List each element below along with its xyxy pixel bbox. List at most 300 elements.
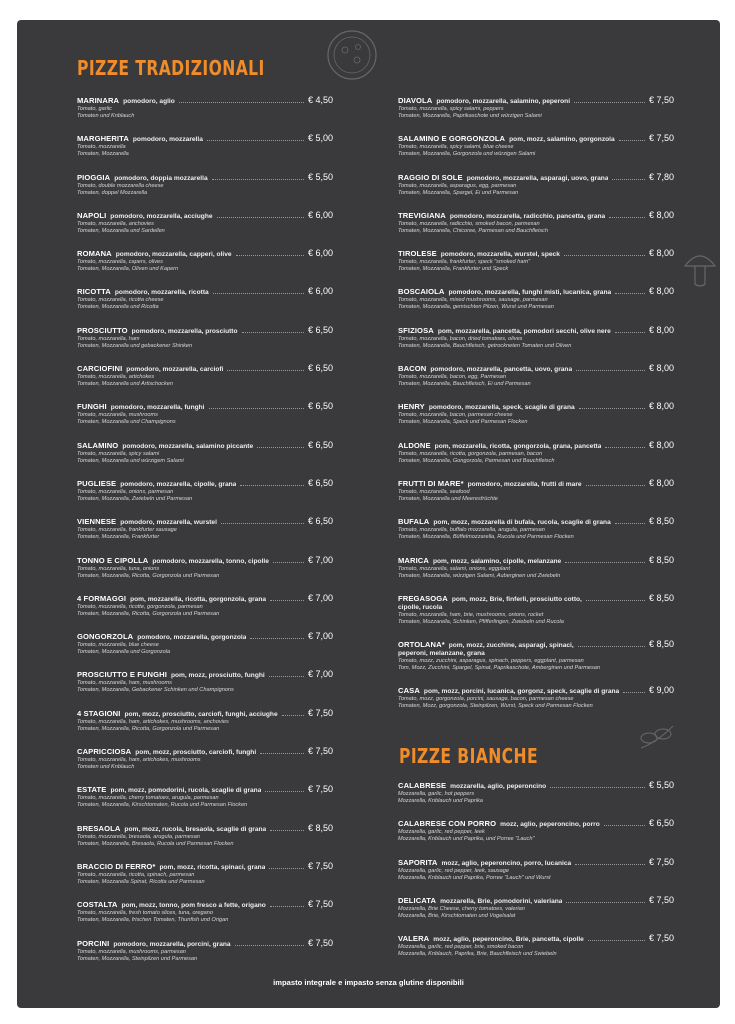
pizza-ingredients: pomodoro, mozzarella, ricotta <box>114 289 209 297</box>
pizza-name: RAGGIO DI SOLE <box>398 172 463 182</box>
menu-item-line <box>77 96 333 106</box>
pizza-price: € 7,50 <box>648 96 674 105</box>
menu-item <box>77 287 333 325</box>
menu-item-line <box>398 819 674 829</box>
menu-item <box>398 173 674 211</box>
dot-leader <box>270 906 304 907</box>
english-description: Tomato, mozzarella, radicchio, smoked bacon, parmesan <box>398 220 540 227</box>
pizza-name: PROSCIUTTO <box>77 325 128 335</box>
pizza-price: € 7,50 <box>307 747 333 757</box>
menu-item <box>398 517 674 555</box>
pizza-price: € 6,50 <box>307 478 333 488</box>
pizza-name: PUGLIESE <box>77 478 117 488</box>
olive-illustration-icon <box>637 722 677 752</box>
dot-leader <box>574 102 645 103</box>
menu-item-line <box>77 632 333 642</box>
pizza-name: RICOTTA <box>77 287 111 297</box>
menu-item <box>77 441 333 479</box>
pizza-ingredients: pomodoro, mozzarella, cipolle, grana <box>120 480 237 488</box>
pizza-ingredients: pomodoro, mozzarella, capperi, olive <box>115 251 232 259</box>
dot-leader <box>612 179 644 180</box>
menu-item <box>77 824 333 862</box>
english-description: Tomato, mozzarella, asparagus, egg, parmesan <box>398 182 517 189</box>
menu-item-line <box>398 934 674 944</box>
german-description: Tomaten, Mozzarella, Bresaola, Rucola und Parmesan Flocken <box>77 840 234 847</box>
menu-item-line <box>398 364 674 374</box>
german-description: Tomaten, Mozzarella, Gebackener Schinken und Champignons <box>77 687 234 694</box>
english-description: Tomato, double mozzarella cheese <box>77 182 164 189</box>
dot-leader <box>623 692 645 693</box>
pizza-price: € 6,50 <box>307 364 333 374</box>
pizza-ingredients: pomodoro, mozzarella, carciofi <box>126 366 224 374</box>
german-description: Tomaten, Mozzarella, Speck und Parmesan Flocken <box>398 419 528 426</box>
pizza-price: € 6,50 <box>648 819 674 829</box>
english-description: Tomato, mozzarella, anchovies <box>77 220 154 227</box>
pizza-price: € 7,50 <box>648 934 674 944</box>
dot-leader <box>282 715 304 716</box>
menu-item <box>77 326 333 364</box>
english-description: Tomato, mozzarella, capers, olives <box>77 259 163 266</box>
pizza-name: ESTATE <box>77 785 107 795</box>
dot-leader <box>619 140 645 141</box>
menu-item-line <box>398 134 674 144</box>
german-description: Tomaten, Mozzarella, Paprikaschote und würzigen Salami <box>398 113 542 119</box>
pizza-ingredients: pom, mozz, zucchine, asparagi, spinaci, <box>448 641 574 649</box>
dot-leader <box>566 902 645 903</box>
pizza-ingredients: mozzarella, Brie, pomodorini, valeriana <box>440 897 563 905</box>
menu-item-line <box>398 858 674 868</box>
dot-leader <box>265 791 304 792</box>
dot-leader <box>604 825 645 826</box>
dot-leader <box>270 830 304 831</box>
german-description: Tomaten, Mozzarella Spinat, Ricotta und Parmesan <box>77 878 205 885</box>
pizza-name: GONGORZOLA <box>77 632 134 642</box>
english-description: Tomato, mozzarella, mushrooms <box>77 412 158 419</box>
menu-item <box>398 934 674 972</box>
pizza-name: CALABRESE <box>398 781 447 790</box>
menu-item-line <box>77 249 333 259</box>
english-description: Tomato, mozzarella, ricotta, spinach, parmesan <box>77 871 195 878</box>
menu-item <box>77 517 333 555</box>
menu-item-line <box>398 556 674 566</box>
german-description: Tomaten, Mozzarella, Schinken, Pfifferlingen, Zwiebeln und Rucola <box>398 618 564 625</box>
menu-item <box>398 211 674 249</box>
dot-leader <box>565 562 645 563</box>
pizza-ingredients: pomodoro, mozzarella, wurstel, speck <box>440 251 560 259</box>
english-description: Tomato, mozzarella, mushrooms, parmesan <box>77 948 186 955</box>
pizza-ingredients-continued: peperoni, melanzane, grana <box>398 649 485 657</box>
pizza-name: ALDONE <box>398 440 431 450</box>
pizza-ingredients: pom, mozz, salamino, gorgonzola <box>509 136 615 144</box>
pizza-name: SAPORITA <box>398 857 438 867</box>
pizza-name: TONNO E CIPOLLA <box>77 555 149 565</box>
english-description: Tomato, mozzarella, ham, mushrooms <box>77 680 172 687</box>
pizza-ingredients: pomodoro, mozzarella, salamino, peperoni <box>436 98 571 105</box>
english-description: Mozzarella, Brie Cheese, cherry tomatoes, valerian <box>398 905 525 912</box>
pizza-price: € 6,50 <box>307 440 333 450</box>
german-description: Tomaten, Mozzarella, Kirschtomaten, Rucola und Parmesan Flocken <box>77 802 248 809</box>
english-description: Tomato, mozzarella, bresaola, arugula, parmesan <box>77 833 200 840</box>
german-description: Tomaten, Mozzarella und Meeresfrüchte <box>398 495 498 502</box>
dot-leader <box>212 179 304 180</box>
pizza-ingredients: pom, mozz, pomodorini, rucola, scaglie di grana <box>110 787 262 795</box>
menu-item <box>77 211 333 249</box>
pizza-ingredients: pomodoro, mozzarella, funghi misti, lucanica, grana <box>448 289 612 297</box>
menu-item <box>398 364 674 402</box>
menu-item <box>77 785 333 823</box>
pizza-price: € 7,50 <box>307 861 333 871</box>
pizza-price: € 8,00 <box>648 287 674 297</box>
pizza-name: CALABRESE CON PORRO <box>398 819 497 829</box>
menu-item <box>398 134 674 172</box>
pizza-name: ORTOLANA* <box>398 639 445 649</box>
menu-item-line <box>77 441 333 451</box>
english-description: Tomato, mozzarella, fresh tomato slices, tuna, oregano <box>77 910 213 917</box>
english-description: Tomato, mozzarella, ham <box>77 335 140 342</box>
menu-item-line <box>77 134 333 144</box>
dot-leader <box>576 370 645 371</box>
menu-item-line <box>398 640 674 650</box>
german-description: Tomaten, Mozzarella, Ricotta, Gorgonzola und Parmesan <box>77 572 220 579</box>
pizza-price: € 6,00 <box>307 210 333 220</box>
menu-item <box>77 173 333 211</box>
menu-item <box>77 364 333 402</box>
german-description: Tomaten, Mozzarella, Büffelmozzarella, Rucola und Parmesan Flocken <box>398 534 574 541</box>
pizza-ingredients: pom, mozz, rucola, bresaola, scaglie di grana <box>124 825 267 833</box>
german-description: Mozzarella, Knblauch und Paprika <box>398 798 483 804</box>
menu-item <box>398 441 674 479</box>
pizza-name: HENRY <box>398 402 425 412</box>
english-description: Tomato, mozzarella, frankfurter sausage <box>77 527 177 534</box>
dot-leader <box>273 562 304 563</box>
menu-item-line <box>77 824 333 834</box>
menu-page <box>17 20 720 1008</box>
english-description: Tomato, mozz, gorgonzola, porcini, sausage, bacon, parmesan cheese <box>398 695 574 702</box>
dot-leader <box>260 753 304 754</box>
menu-item-line <box>77 594 333 604</box>
pizza-illustration-icon <box>323 26 381 84</box>
pizza-name: MARICA <box>398 555 429 565</box>
english-description: Tomato, mozzarella, frankfurter, speck "smoked ham" <box>398 259 531 266</box>
pizza-ingredients: pom, mozz, prosciutto, funghi <box>170 672 265 680</box>
menu-column-left <box>77 96 333 977</box>
german-description: Mozzarella, Knblauch und Paprika, Porree "Lauch" und Wurst <box>398 874 551 881</box>
menu-item-line <box>77 747 333 757</box>
pizza-price: € 7,50 <box>307 785 333 795</box>
menu-item <box>398 96 674 134</box>
menu-item <box>398 819 674 857</box>
german-description: Tomaten, Mozz, gorgonzola, Steinpilzen, Wurst, Speck und Parmesan Flocken <box>398 702 593 709</box>
menu-item <box>77 556 333 594</box>
dot-leader <box>179 102 304 103</box>
menu-item-line <box>77 939 333 949</box>
dot-leader <box>250 638 304 639</box>
pizza-ingredients-continued: cipolle, rucola <box>398 603 443 611</box>
german-description: Tomaten, Mozzarella, Zwiebeln und Parmesan <box>77 495 193 502</box>
german-description: Tomaten, Mozzarella, gemischten Pilzen, Wurst und Parmesan <box>398 304 554 311</box>
menu-item <box>398 402 674 440</box>
german-description: Tomaten, Mozzarella und Gorgonzola <box>77 649 171 656</box>
german-description: Tomaten, Mozzarella, Gorgonzola und würzigen Salami <box>398 151 536 158</box>
pizza-ingredients: pom, mozz, Brie, finferli, prosciutto cotto, <box>451 595 582 603</box>
german-description: Tomaten, Mozzarella, Gongorzola, Parmesan und Bauchfleisch <box>398 457 555 464</box>
pizza-name: MARGHERITA <box>77 134 129 144</box>
menu-item-line <box>398 686 674 696</box>
menu-item-line <box>398 781 674 791</box>
menu-item-line <box>77 709 333 719</box>
dot-leader <box>564 255 645 256</box>
menu-item-line <box>398 479 674 489</box>
english-description: Tomato, mozzarella <box>77 144 126 151</box>
english-description: Mozzarella, garlic, red pepper, leek <box>398 829 485 836</box>
menu-item <box>77 747 333 785</box>
german-description: Tomaten und Knblauch <box>77 113 135 119</box>
german-description: Tomaten, Mozzarella, Frankfurter <box>77 534 160 541</box>
menu-item-line <box>77 326 333 336</box>
pizza-price: € 7,00 <box>307 632 333 642</box>
german-description: Tomaten, Mozzarella und würzigem Salami <box>77 457 184 464</box>
pizza-price: € 6,00 <box>307 287 333 297</box>
pizza-price: € 7,50 <box>648 895 674 905</box>
menu-item <box>77 900 333 938</box>
pizza-price: € 8,00 <box>648 210 674 220</box>
english-description: Tomato, mozzarella, tuna, onions <box>77 565 160 572</box>
pizza-name: SALAMINO E GORGONZOLA <box>398 134 506 144</box>
menu-item <box>77 862 333 900</box>
english-description: Tomato, mozzarella, spicy salami, peppers <box>398 106 504 112</box>
pizza-ingredients: pom, mozz, ricotta, spinaci, grana <box>159 863 266 871</box>
dot-leader <box>235 945 304 946</box>
menu-item <box>77 709 333 747</box>
pizza-ingredients: pomodoro, mozzarella, acciughe <box>110 212 213 220</box>
pizza-price: € 5,50 <box>307 172 333 182</box>
dot-leader <box>221 523 304 524</box>
menu-item <box>77 670 333 708</box>
dot-leader <box>615 523 645 524</box>
menu-item-line <box>77 785 333 795</box>
english-description: Tomato, mozzarella, bacon, dried tomatoes, olives <box>398 335 523 342</box>
dot-leader <box>269 868 304 869</box>
pizza-price: € 7,50 <box>307 708 333 718</box>
pizza-ingredients: pom, mozz, tonno, pom fresco a fette, origano <box>121 902 266 910</box>
menu-item-line <box>77 173 333 183</box>
german-description: Tomaten, Mozzarella, Ricotta, Gorgonzola und Parmesan <box>77 725 220 732</box>
menu-item-line <box>398 96 674 106</box>
menu-item-line <box>398 517 674 527</box>
pizza-ingredients: pomodoro, mozzarella, pancetta, uovo, grana <box>430 366 573 374</box>
pizza-ingredients: pom, mozzarella, ricotta, gongorzola, grana, pancetta <box>434 442 602 450</box>
pizza-ingredients: pom, mozz, porcini, lucanica, gorgonz, speck, scaglie di grana <box>423 687 620 695</box>
english-description: Mozzarella, garlic, hot peppers <box>398 791 475 797</box>
pizza-ingredients: pom, mozz, prosciutto, carciofi, funghi, acciughe <box>124 710 278 718</box>
dot-leader <box>240 485 304 486</box>
dot-leader <box>242 332 304 333</box>
dot-leader <box>586 485 645 486</box>
menu-item <box>398 479 674 517</box>
menu-item-line <box>77 402 333 412</box>
pizza-name: 4 FORMAGGI <box>77 593 127 603</box>
pizza-price: € 7,00 <box>307 670 333 680</box>
section-title-bianche: PIZZE BIANCHE <box>399 744 539 768</box>
dot-leader <box>257 447 304 448</box>
pizza-ingredients: pomodoro, doppia mozzarella <box>114 174 208 182</box>
german-description: Tom, Mozz, Zucchini, Spargel, Spinat, Paprikaschote, Amberginen und Parmesan <box>398 664 600 671</box>
menu-item-line <box>77 211 333 221</box>
english-description: Tomato, mozzarella, spicy salami, blue cheese <box>398 144 514 151</box>
menu-item-line <box>398 211 674 221</box>
pizza-name: DELICATA <box>398 895 437 905</box>
english-description: Tomato, mozzarella, ricotta cheese <box>77 297 164 304</box>
german-description: Tomaten, Mozzarella, Frankfurter und Speck <box>398 266 509 273</box>
dot-leader <box>213 293 304 294</box>
pizza-name: FUNGHI <box>77 402 107 412</box>
german-description: Tomaten, Mozzarella, Bauchfleisch, getrockneten Tomaten und Oliven <box>398 342 572 349</box>
pizza-name: VALERA <box>398 934 430 944</box>
english-description: Tomato, mozzarella, ham, artichokes, mushrooms <box>77 757 201 764</box>
english-description: Tomato, mozzarella, bacon, parmesan cheese <box>398 412 513 419</box>
pizza-price: € 6,50 <box>307 402 333 412</box>
pizza-ingredients: pomodoro, mozzarella, porcini, grana <box>113 940 231 948</box>
pizza-name: BRESAOLA <box>77 823 121 833</box>
english-description: Tomato, mozzarella, cherry tomatoes, arugula, parmesan <box>77 795 219 802</box>
dot-leader <box>209 408 304 409</box>
pizza-ingredients: pom, mozzarella, pancetta, pomodori secchi, olive nere <box>437 327 611 335</box>
pizza-name: BUFALA <box>398 517 430 527</box>
pizza-name: 4 STAGIONI <box>77 708 121 718</box>
dot-leader <box>615 293 645 294</box>
dot-leader <box>605 447 645 448</box>
menu-item-line <box>77 862 333 872</box>
pizza-price: € 7,50 <box>648 134 674 144</box>
pizza-price: € 5,50 <box>648 781 674 790</box>
english-description: Mozzarella, garlic, red pepper, brie, smoked bacon <box>398 944 524 951</box>
english-description: Tomato, mozzarella, buffalo mozzarella, arugula, parmesan <box>398 527 545 534</box>
menu-item-line <box>77 900 333 910</box>
pizza-ingredients: mozz, aglio, peperoncino, porro <box>500 821 600 829</box>
pizza-price: € 4,50 <box>307 96 333 105</box>
pizza-ingredients: pomodoro, mozzarella, salamino piccante <box>122 442 254 450</box>
pizza-name: CAPRICCIOSA <box>77 747 132 757</box>
menu-item-line <box>77 364 333 374</box>
pizza-price: € 8,50 <box>648 517 674 527</box>
pizza-ingredients: mozzarella, aglio, peperoncino <box>450 783 547 790</box>
german-description: Tomaten, Mozzarella und Artischocken <box>77 381 173 388</box>
pizza-ingredients: pomodoro, mozzarella, prosciutto <box>131 327 238 335</box>
pizza-price: € 7,00 <box>307 593 333 603</box>
pizza-ingredients: mozz, aglio, peperoncino, Brie, pancetta, cipolle <box>433 936 584 944</box>
menu-column-right <box>398 96 674 724</box>
menu-item-line <box>77 670 333 680</box>
dot-leader <box>270 600 304 601</box>
menu-item <box>398 858 674 896</box>
german-description: Tomaten, Mozzarella, frischen Tomaten, Thunfish und Origan <box>77 917 229 924</box>
dot-leader <box>575 864 645 865</box>
mushroom-illustration-icon <box>681 246 719 290</box>
german-description: Tomaten, Mozzarella und Champignons <box>77 419 176 426</box>
german-description: Tomaten, Mozzarella und gebackener Shinken <box>77 342 193 349</box>
menu-item <box>77 632 333 670</box>
english-description: Mozzarella, garlic, red pepper, leek, sausage <box>398 867 510 874</box>
pizza-price: € 7,50 <box>307 900 333 910</box>
menu-item-line <box>77 556 333 566</box>
dot-leader <box>588 940 645 941</box>
pizza-ingredients: pom, mozzarella, ricotta, gorgonzola, grana <box>130 595 267 603</box>
german-description: Mozzarella, Brie, Kirschtomaten und Vogelsalat <box>398 912 516 919</box>
menu-item-line <box>398 287 674 297</box>
pizza-price: € 8,00 <box>648 325 674 335</box>
german-description: Mozzarella, Knblauch, Paprika, Brie, Bauchfleisch und Swiebeln <box>398 951 557 958</box>
dot-leader <box>578 646 645 647</box>
english-description: Tomato, mozzarella, salami, onions, eggplant <box>398 565 511 572</box>
english-description: Tomato, mozzarella, ricotta, gorgonzola, parmesan, bacon <box>398 450 543 457</box>
menu-item <box>77 594 333 632</box>
pizza-ingredients: mozz, aglio, peperoncino, porro, lucanica <box>441 859 572 867</box>
pizza-price: € 7,80 <box>648 172 674 182</box>
english-description: Tomato, mozzarella, ham, brie, mushrooms, onions, rocket <box>398 611 544 618</box>
pizza-ingredients: pom, mozz, mozzarella di bufala, rucola, scaglie di grana <box>433 519 611 527</box>
pizza-ingredients: pom, mozz, prosciutto, carciofi, funghi <box>135 749 257 757</box>
pizza-price: € 7,50 <box>307 938 333 948</box>
german-description: Tomaten, Mozzarella und Sardellen <box>77 227 165 234</box>
menu-item <box>77 479 333 517</box>
german-description: Tomaten, Mozzarella, Ricotta, Gorgonzola und Parmesan <box>77 610 220 617</box>
pizza-name: SALAMINO <box>77 440 119 450</box>
menu-item <box>398 556 674 594</box>
english-description: Tomato, mozzarella, mixed mushrooms, sausage, parmesan <box>398 297 548 304</box>
pizza-price: € 8,50 <box>307 823 333 833</box>
pizza-name: PROSCIUTTO E FUNGHI <box>77 670 167 680</box>
german-description: Tomaten, Mozzarella, Spargel, Ei und Parmesan <box>398 189 519 196</box>
english-description: Tomato, garlic <box>77 106 112 112</box>
menu-item <box>77 96 333 134</box>
section-title-tradizionali: PIZZE TRADIZIONALI <box>77 56 265 80</box>
dot-leader <box>236 255 304 256</box>
pizza-ingredients: pom, mozz, salamino, cipolle, melanzane <box>432 557 562 565</box>
english-description: Tomato, mozzarella, blue cheese <box>77 642 159 649</box>
pizza-price: € 8,00 <box>648 364 674 374</box>
pizza-price: € 6,50 <box>307 517 333 527</box>
pizza-name: TIROLESE <box>398 249 437 259</box>
pizza-price: € 8,50 <box>648 639 674 649</box>
pizza-price: € 8,00 <box>648 249 674 259</box>
pizza-name: TREVIGIANA <box>398 210 446 220</box>
german-description: Tomaten, doppel Mozzarella <box>77 189 148 196</box>
pizza-name: FREGASOGA <box>398 593 448 603</box>
menu-item <box>398 326 674 364</box>
pizza-ingredients: pomodoro, mozzarella, tonno, cipolle <box>152 557 269 565</box>
pizza-ingredients: pomodoro, mozzarella, frutti di mare <box>467 480 582 488</box>
menu-item-line <box>77 479 333 489</box>
german-description: Mozzarella, Knblauch und Paprika, und Porree "Lauch" <box>398 836 535 843</box>
english-description: Tomato, mozzarella, onions, parmesan <box>77 488 174 495</box>
menu-item-line <box>398 249 674 259</box>
german-description: Tomaten, Mozzarella <box>77 151 129 158</box>
menu-item-line <box>398 326 674 336</box>
menu-item-line <box>398 896 674 906</box>
menu-item-line <box>398 173 674 183</box>
pizza-ingredients: pomodoro, mozzarella <box>132 136 203 144</box>
pizza-name: VIENNESE <box>77 517 117 527</box>
pizza-name: BACON <box>398 364 427 374</box>
dot-leader <box>586 600 645 601</box>
english-description: Tomato, mozzarella, ricotte, gorgonzola, parmesan <box>77 603 203 610</box>
pizza-name: FRUTTI DI MARE* <box>398 478 464 488</box>
pizza-price: € 7,50 <box>648 857 674 867</box>
german-description: Tomaten, Mozzarella und Ricotta <box>77 304 159 311</box>
pizza-name: SFIZIOSA <box>398 325 434 335</box>
german-description: Tomaten und Knblauch <box>77 764 135 771</box>
menu-item-line <box>77 517 333 527</box>
